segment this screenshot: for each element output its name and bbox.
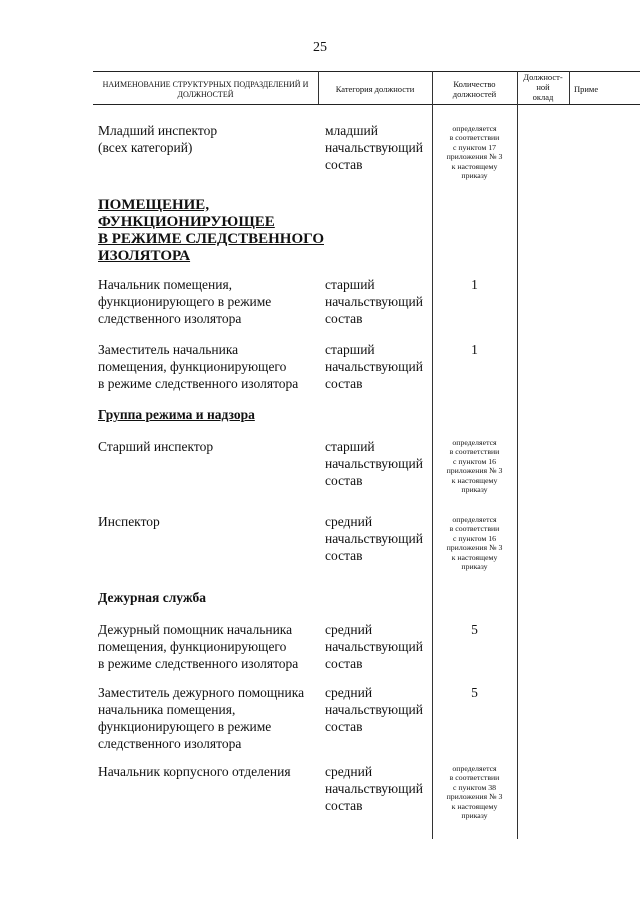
position-name: Начальник помещения, функционирующего в режиме следственного изолятора	[98, 277, 272, 326]
page-number: 25	[313, 40, 327, 55]
position-count: определяется в соответствии с пунктом 17 приложения № 3 к настоящему приказу	[446, 124, 503, 181]
position-category: старший начальствующий состав	[325, 277, 423, 326]
position-category: старший начальствующий состав	[325, 439, 423, 488]
header-salary-column: Должност- ной оклад	[523, 72, 563, 102]
position-count: 1	[471, 342, 478, 357]
position-count: 1	[471, 277, 478, 292]
position-category: средний начальствующий состав	[325, 622, 423, 671]
position-count: 5	[471, 622, 478, 637]
position-name: Начальник корпусного отделения	[98, 764, 291, 779]
position-name: Старший инспектор	[98, 439, 214, 454]
header-name-column: НАИМЕНОВАНИЕ СТРУКТУРНЫХ ПОДРАЗДЕЛЕНИЙ И ДОЛЖНОСТЕЙ	[102, 80, 309, 99]
position-name: Инспектор	[98, 514, 160, 529]
position-category: средний начальствующий состав	[325, 764, 423, 813]
position-name: Младший инспектор (всех категорий)	[98, 123, 218, 155]
header-bottom-rule	[93, 104, 640, 105]
header-count-column: Количество должностей	[452, 79, 497, 99]
header-note-column: Приме	[574, 84, 599, 94]
section-heading: Дежурная служба	[98, 590, 206, 605]
position-name: Заместитель начальника помещения, функционирующего в режиме следственного изолятора	[98, 342, 299, 391]
position-category: младший начальствующий состав	[325, 123, 423, 172]
position-category: средний начальствующий состав	[325, 514, 423, 563]
column-divider	[517, 71, 518, 839]
section-heading: ПОМЕЩЕНИЕ, ФУНКЦИОНИРУЮЩЕЕ В РЕЖИМЕ СЛЕДСТВЕННОГО ИЗОЛЯТОРА	[98, 197, 324, 264]
section-heading: Группа режима и надзора	[98, 407, 255, 422]
header-category-column: Категория должности	[335, 84, 415, 94]
position-category: старший начальствующий состав	[325, 342, 423, 391]
position-category: средний начальствующий состав	[325, 685, 423, 734]
position-name: Дежурный помощник начальника помещения, функционирующего в режиме следственного изолятора	[98, 622, 299, 671]
position-count: определяется в соответствии с пунктом 16 приложения № 3 к настоящему приказу	[446, 438, 503, 495]
position-name: Заместитель дежурного помощника начальника помещения, функционирующего в режиме следственного изолятора	[98, 685, 305, 751]
position-count: 5	[471, 685, 478, 700]
position-count: определяется в соответствии с пунктом 38 приложения № 3 к настоящему приказу	[446, 764, 503, 821]
position-count: определяется в соответствии с пунктом 16 приложения № 3 к настоящему приказу	[446, 515, 503, 572]
